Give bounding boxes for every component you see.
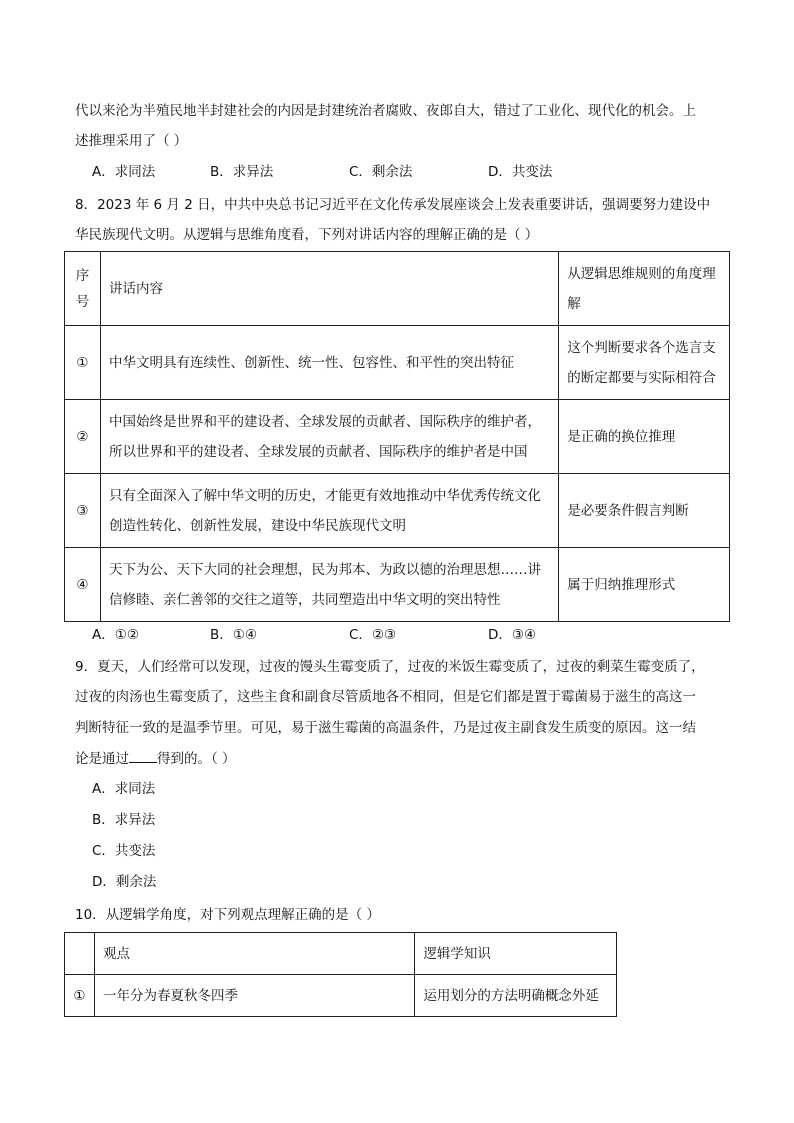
q10-row-knowledge: 运用划分的方法明确概念外延 xyxy=(415,975,617,1017)
q7-line-2: 述推理采用了（ ） xyxy=(75,133,188,149)
table-row xyxy=(65,474,730,548)
q9-line-2: 过夜的肉汤也生霉变质了，这些主食和副食尽管质地各不相同，但是它们都是置于霉菌易于滋生的高这一 xyxy=(75,689,696,705)
q8-header-num: 序号 xyxy=(65,252,101,326)
q8-header-understanding: 从逻辑思维规则的角度理解 xyxy=(559,252,730,326)
q8-row-num: ② xyxy=(65,400,101,474)
q8-line-1: 8．2023 年 6 月 2 日，中共中央总书记习近平在文化传承发展座谈会上发表重要讲话，强调要努力建设中 xyxy=(75,197,711,213)
q8-header-content: 讲话内容 xyxy=(100,252,558,326)
table-row xyxy=(65,975,617,1017)
q9-option-a: A．求同法 xyxy=(92,781,156,797)
q9-line-4-end: 得到的。（ ） xyxy=(157,751,236,767)
q9-option-d: D．剩余法 xyxy=(92,874,157,890)
q8-option-c: C．②③ xyxy=(349,627,397,643)
q8-row-understanding: 属于归纳推理形式 xyxy=(559,548,730,622)
q8-option-b: B．①④ xyxy=(210,627,257,643)
table-row xyxy=(65,548,730,622)
q7-line-1: 代以来沦为半殖民地半封建社会的内因是封建统治者腐败、夜郎自大，错过了工业化、现代化的机会。上 xyxy=(75,103,696,119)
q9-line-1: 9．夏天，人们经常可以发现，过夜的馒头生霉变质了，过夜的米饭生霉变质了，过夜的剩菜生霉变质了， xyxy=(75,659,705,675)
q8-row-num: ④ xyxy=(65,548,101,622)
q10-row-num: ① xyxy=(65,975,95,1017)
q10-header-view: 观点 xyxy=(94,933,414,975)
q8-row-content: 只有全面深入了解中华文明的历史，才能更有效地推动中华优秀传统文化创造性转化、创新性发展，建设中华民族现代文明 xyxy=(100,474,558,548)
q9-option-b: B．求异法 xyxy=(92,812,156,828)
q7-option-a: A．求同法 xyxy=(92,164,156,180)
q9-line-3: 判断特征一致的是温季节里。可见，易于滋生霉菌的高温条件，乃是过夜主副食发生质变的原因。这一结 xyxy=(75,720,696,736)
q8-row-content: 中国始终是世界和平的建设者、全球发展的贡献者、国际秩序的维护者，所以世界和平的建设者、全球发展的贡献者、国际秩序的维护者是中国 xyxy=(100,400,558,474)
answer-blank xyxy=(129,748,157,763)
table-row xyxy=(65,400,730,474)
q10-table xyxy=(64,932,617,1017)
q8-row-understanding: 是必要条件假言判断 xyxy=(559,474,730,548)
q8-row-content: 天下为公、天下大同的社会理想，民为邦本、为政以德的治理思想……讲信修睦、亲仁善邻的交往之道等，共同塑造出中华文明的突出特性 xyxy=(100,548,558,622)
q8-option-d: D．③④ xyxy=(488,627,537,643)
q8-table xyxy=(64,251,730,622)
q8-row-num: ③ xyxy=(65,474,101,548)
q7-option-c: C．剩余法 xyxy=(349,164,413,180)
q8-row-understanding: 是正确的换位推理 xyxy=(559,400,730,474)
q9-option-c: C．共变法 xyxy=(92,843,156,859)
q10-row-view: 一年分为春夏秋冬四季 xyxy=(94,975,414,1017)
q9-line-4 xyxy=(75,748,236,769)
q10-header-knowledge: 逻辑学知识 xyxy=(415,933,617,975)
q8-line-2: 华民族现代文明。从逻辑与思维角度看，下列对讲话内容的理解正确的是（ ） xyxy=(75,227,539,243)
q8-row-understanding: 这个判断要求各个选言支的断定都要与实际相符合 xyxy=(559,326,730,400)
q8-row-num: ① xyxy=(65,326,101,400)
q10-line-1: 10．从逻辑学角度，对下列观点理解正确的是（ ） xyxy=(75,907,380,923)
q10-table-header xyxy=(65,933,617,975)
q10-header-num xyxy=(65,933,95,975)
q7-option-b: B．求异法 xyxy=(210,164,274,180)
q7-option-d: D．共变法 xyxy=(488,164,553,180)
q8-table-header xyxy=(65,252,730,326)
q8-option-a: A．①② xyxy=(92,627,139,643)
table-row xyxy=(65,326,730,400)
q8-row-content: 中华文明具有连续性、创新性、统一性、包容性、和平性的突出特征 xyxy=(100,326,558,400)
q9-line-4-start: 论是通过 xyxy=(75,751,129,767)
